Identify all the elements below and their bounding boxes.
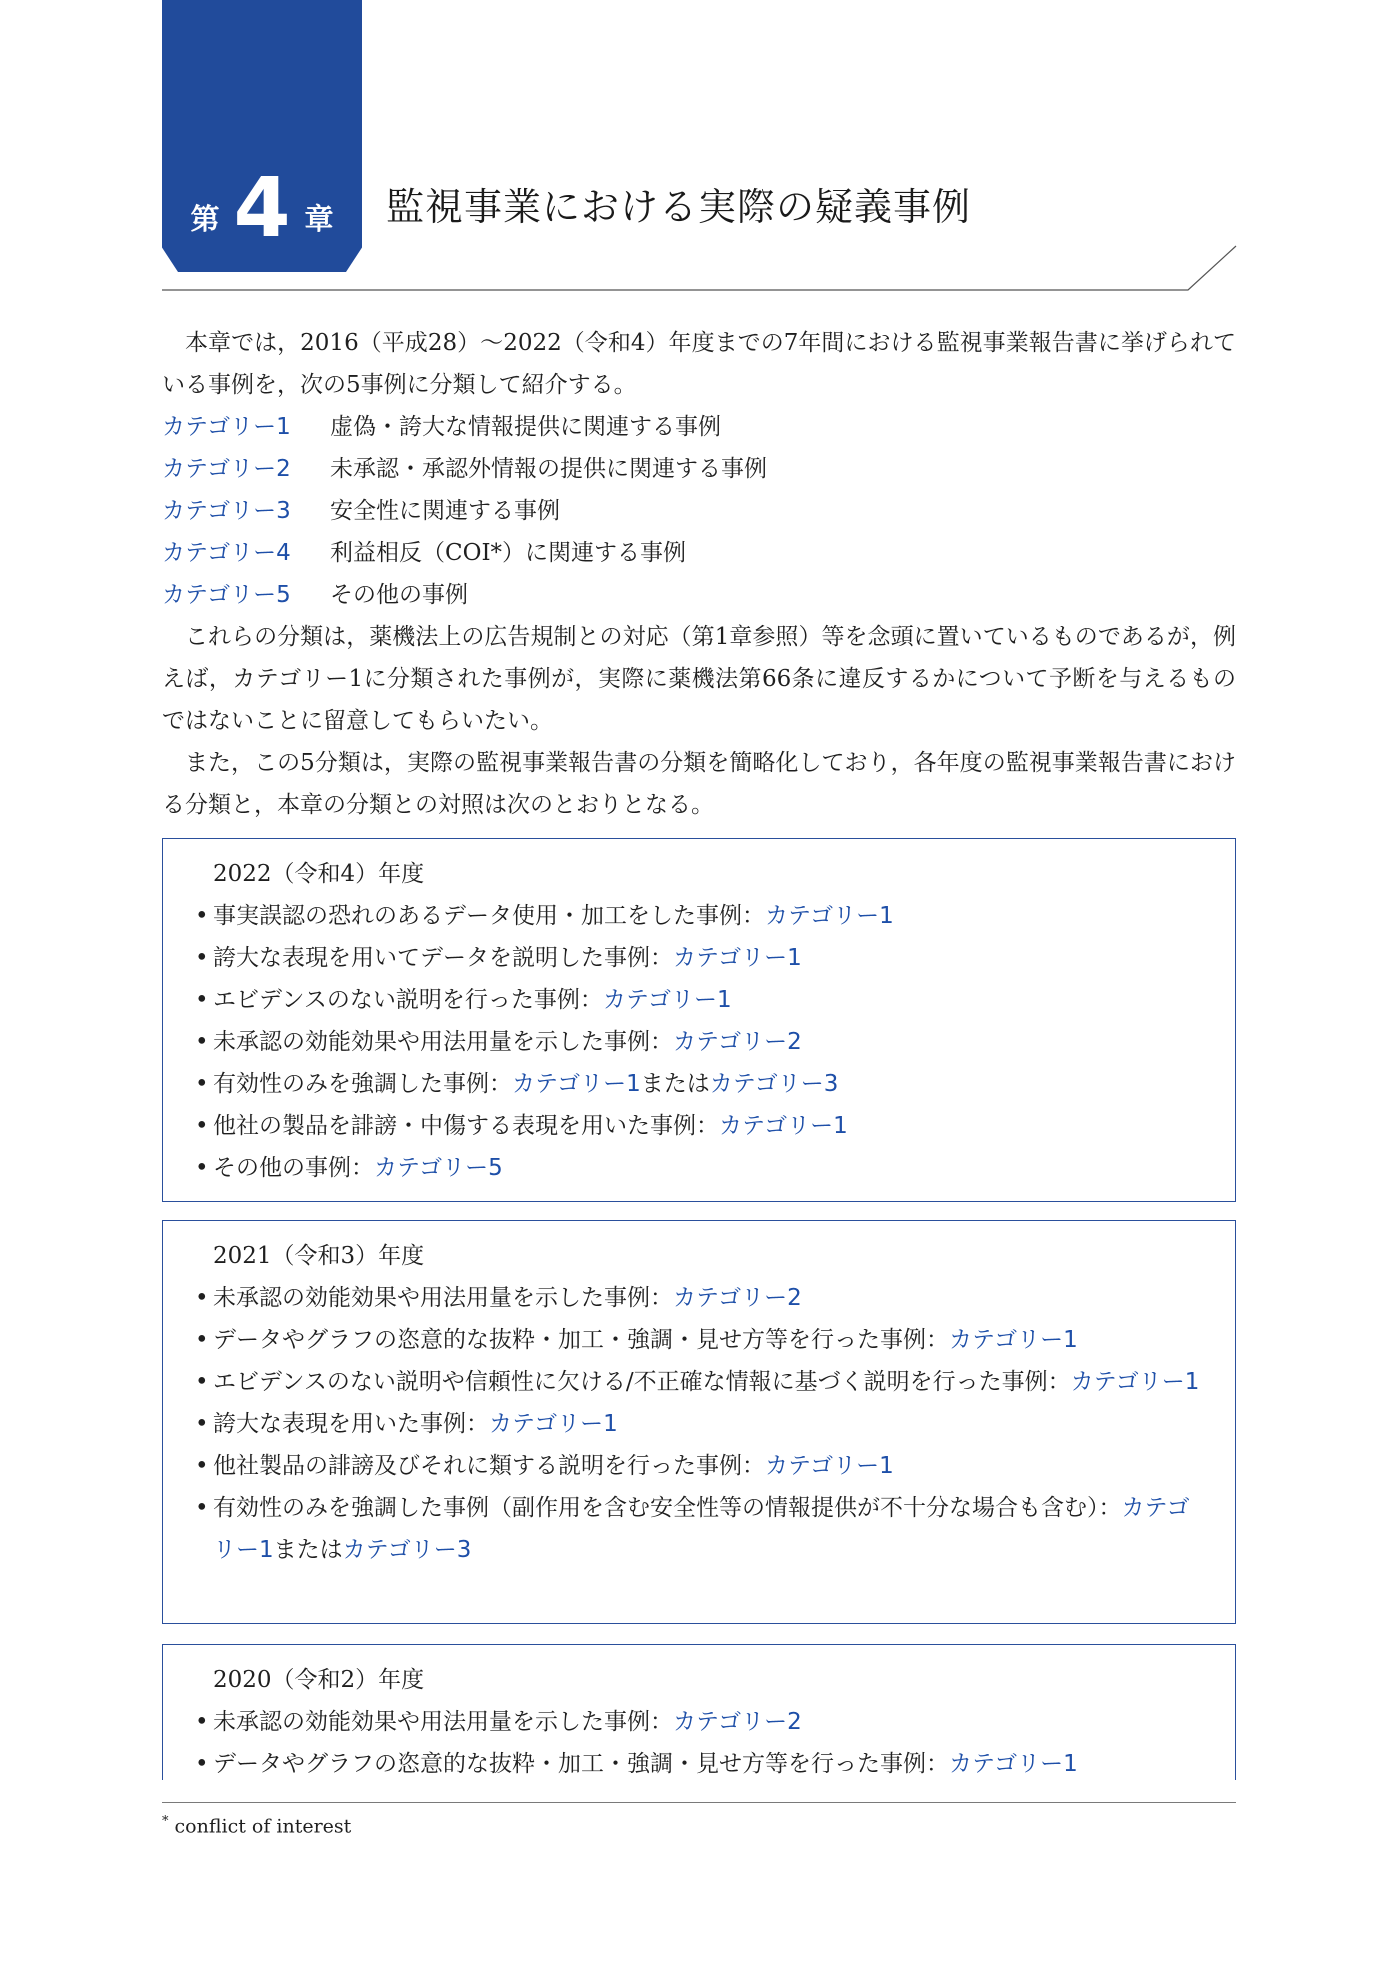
list-item	[195, 1701, 1211, 1743]
box-title: 2020（令和2）年度	[213, 1667, 425, 1693]
intro-section	[162, 322, 1236, 826]
item-conjunction: または	[640, 1071, 710, 1097]
category-key: カテゴリー4	[162, 540, 291, 566]
list-item	[195, 1319, 1211, 1361]
item-text: 未承認の効能効果や用法用量を示した事例：	[213, 1285, 673, 1311]
chapter-number: 4	[233, 161, 291, 256]
category-ref: カテゴリー3	[709, 1071, 839, 1097]
list-item	[195, 1105, 1211, 1147]
category-ref: カテゴリー1	[949, 1751, 1078, 1777]
chapter-title: 監視事業における実際の疑義事例	[386, 185, 972, 229]
category-label: 未承認・承認外情報の提供に関連する事例	[330, 456, 767, 482]
item-text: データやグラフの恣意的な抜粋・加工・強調・見せ方等を行った事例：	[213, 1327, 949, 1353]
category-ref: カテゴリー2	[673, 1709, 802, 1735]
chapter-suffix: 章	[304, 202, 334, 236]
item-text: エビデンスのない説明を行った事例：	[213, 987, 603, 1013]
intro-paragraph: 本章では，2016（平成28）～2022（令和4）年度までの7年間における監視事業報告書に挙げられている事例を，次の5事例に分類して紹介する。	[162, 330, 1236, 398]
category-item	[162, 490, 1236, 532]
category-key: カテゴリー2	[162, 456, 291, 482]
footnote-divider	[162, 1802, 1236, 1803]
category-ref: カテゴリー1	[673, 945, 802, 971]
intro-paragraph-2: これらの分類は，薬機法上の広告規制との対応（第1章参照）等を念頭に置いているものであるが，例えば，カテゴリー1に分類された事例が，実際に薬機法第66条に違反するかについて予断を与えるものではないことに留意してもらいたい。	[162, 624, 1236, 734]
category-item	[162, 406, 1236, 448]
item-conjunction: または	[273, 1537, 343, 1563]
item-text: 誇大な表現を用いた事例：	[213, 1411, 489, 1437]
category-ref: カテゴリー1	[719, 1113, 848, 1139]
list-item	[195, 1147, 1211, 1189]
year-box-2022	[162, 838, 1236, 1202]
list-item	[195, 1403, 1211, 1445]
category-item	[162, 448, 1236, 490]
item-text: 有効性のみを強調した事例：	[213, 1071, 512, 1097]
category-ref: カテゴリー1	[1070, 1369, 1200, 1395]
item-text: 未承認の効能効果や用法用量を示した事例：	[213, 1709, 673, 1735]
list-item	[195, 1445, 1211, 1487]
year-box-2021	[162, 1220, 1236, 1624]
item-text: 未承認の効能効果や用法用量を示した事例：	[213, 1029, 673, 1055]
list-item	[195, 1021, 1211, 1063]
list-item	[195, 979, 1211, 1021]
category-ref: カテゴリー1	[512, 1071, 641, 1097]
footnote-mark: *	[162, 1814, 169, 1829]
box-title: 2022（令和4）年度	[213, 861, 425, 887]
year-box-2020	[162, 1644, 1236, 1780]
category-ref: カテゴリー1	[765, 903, 894, 929]
category-item	[162, 532, 1236, 574]
category-ref: カテゴリー1	[949, 1327, 1078, 1353]
list-item	[195, 1277, 1211, 1319]
box-title: 2021（令和3）年度	[213, 1243, 425, 1269]
list-item	[195, 937, 1211, 979]
list-item	[195, 1743, 1211, 1785]
intro-paragraph-3: また，この5分類は，実際の監視事業報告書の分類を簡略化しており，各年度の監視事業報告書における分類と，本章の分類との対照は次のとおりとなる。	[162, 750, 1236, 818]
category-key: カテゴリー1	[162, 414, 291, 440]
list-item	[195, 895, 1211, 937]
category-list	[162, 406, 1236, 616]
list-item	[195, 1487, 1211, 1571]
title-rule	[0, 0, 1400, 300]
category-label: 安全性に関連する事例	[330, 498, 560, 524]
category-ref: カテゴリー3	[342, 1537, 472, 1563]
category-ref: カテゴリー1	[489, 1411, 618, 1437]
item-text: 他社の製品を誹謗・中傷する表現を用いた事例：	[213, 1113, 719, 1139]
category-key: カテゴリー3	[162, 498, 291, 524]
category-ref: カテゴリー2	[673, 1029, 802, 1055]
category-ref: カテゴリー1	[602, 987, 732, 1013]
list-item	[195, 1361, 1211, 1403]
item-text: 他社製品の誹謗及びそれに類する説明を行った事例：	[213, 1453, 765, 1479]
item-text: その他の事例：	[213, 1155, 374, 1181]
category-ref: カテゴリー5	[374, 1155, 503, 1181]
category-key: カテゴリー5	[162, 582, 291, 608]
item-text: エビデンスのない説明や信頼性に欠ける/不正確な情報に基づく説明を行った事例：	[213, 1369, 1071, 1395]
item-text: データやグラフの恣意的な抜粋・加工・強調・見せ方等を行った事例：	[213, 1751, 949, 1777]
category-ref: カテゴリー1	[765, 1453, 894, 1479]
category-label: 利益相反（COI*）に関連する事例	[330, 540, 687, 566]
category-label: 虚偽・誇大な情報提供に関連する事例	[330, 414, 721, 440]
chapter-prefix: 第	[190, 202, 220, 236]
category-ref: カテゴリー2	[673, 1285, 802, 1311]
item-text: 有効性のみを強調した事例（副作用を含む安全性等の情報提供が不十分な場合も含む）：	[213, 1495, 1122, 1521]
list-item	[195, 1063, 1211, 1105]
category-ref: カテゴリー1	[213, 1495, 1190, 1563]
item-text: 事実誤認の恐れのあるデータ使用・加工をした事例：	[213, 903, 765, 929]
footnote-text: conflict of interest	[174, 1815, 352, 1838]
footnote	[162, 1814, 351, 1837]
category-label: その他の事例	[330, 582, 468, 608]
item-text: 誇大な表現を用いてデータを説明した事例：	[213, 945, 673, 971]
category-item	[162, 574, 1236, 616]
